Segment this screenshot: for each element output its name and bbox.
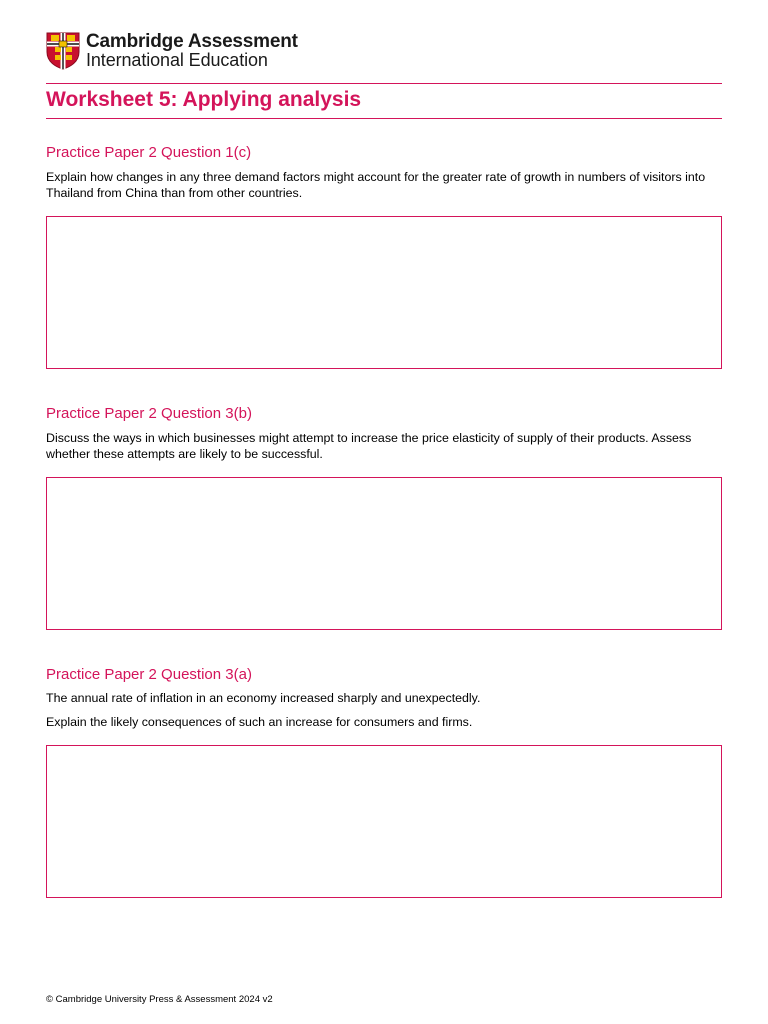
brand-line2: International Education	[86, 50, 268, 70]
title-rule-bottom	[46, 118, 722, 119]
footer-copyright: © Cambridge University Press & Assessment 2024 v2	[46, 994, 273, 1005]
question-3-heading: Practice Paper 2 Question 3(a)	[46, 666, 252, 683]
brand-wordmark	[86, 32, 298, 70]
cambridge-crest-icon	[46, 32, 80, 70]
question-3-text-2: Explain the likely consequences of such an increase for consumers and firms.	[46, 715, 473, 729]
question-2-heading: Practice Paper 2 Question 3(b)	[46, 405, 252, 422]
question-1-text: Explain how changes in any three demand factors might account for the greater rate of growth in numbers of visitors into Thailand from China than from other countries.	[46, 170, 706, 200]
worksheet-title: Worksheet 5: Applying analysis	[46, 88, 362, 111]
brand-logo	[46, 32, 298, 70]
question-2-text: Discuss the ways in which businesses might attempt to increase the price elasticity of supply of their products. Assess whether these attempts are likely to be successful.	[46, 431, 692, 461]
question-1-answer-box[interactable]	[46, 216, 722, 369]
title-rule-top	[46, 83, 722, 84]
question-1-heading: Practice Paper 2 Question 1(c)	[46, 144, 252, 161]
question-2-answer-box[interactable]	[46, 477, 722, 630]
question-3-answer-box[interactable]	[46, 745, 722, 898]
question-3-text-1: The annual rate of inflation in an economy increased sharply and unexpectedly.	[46, 691, 481, 705]
brand-line1: Cambridge Assessment	[86, 31, 298, 52]
